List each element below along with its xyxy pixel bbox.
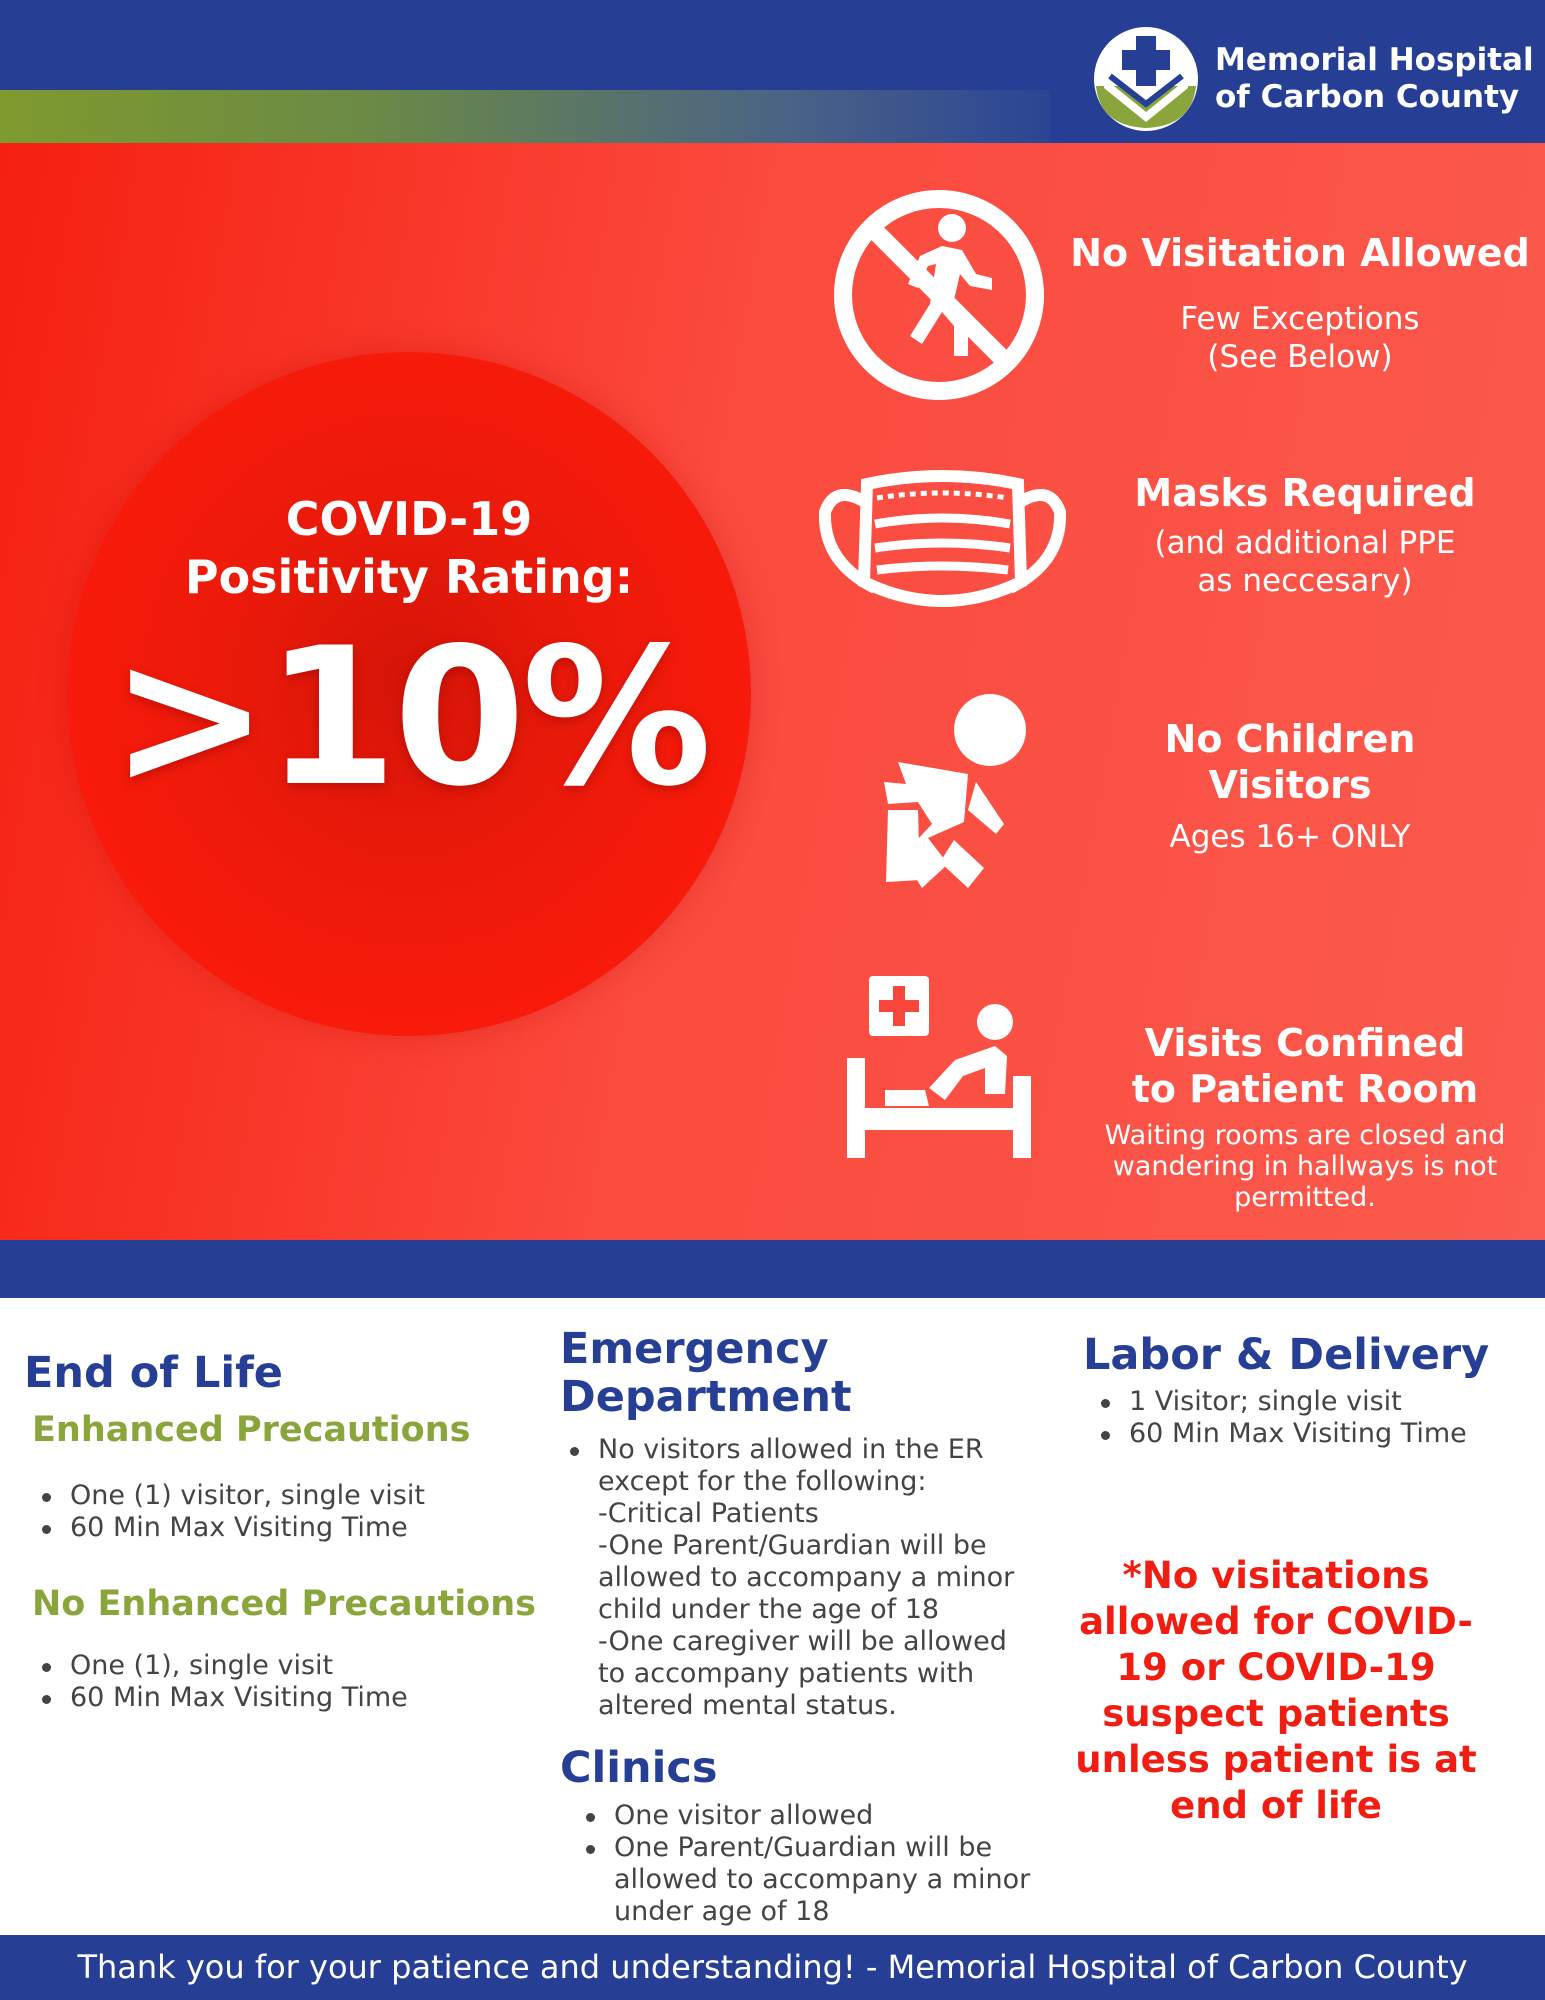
list-item: One Parent/Guardian will be allowed to accompany a minor under age of 18 [578, 1832, 1058, 1928]
labor-delivery-title: Labor & Delivery [1083, 1330, 1490, 1380]
masks-required-title: Masks Required [1134, 471, 1476, 515]
list-item: One (1) visitor, single visit [34, 1480, 514, 1512]
divider-band [0, 1240, 1545, 1298]
clinics-title: Clinics [560, 1743, 718, 1793]
enhanced-precautions-title: Enhanced Precautions [32, 1410, 471, 1450]
no-visitation-title: No Visitation Allowed [1070, 231, 1530, 275]
no-visitation-subtitle: Few Exceptions (See Below) [1180, 301, 1420, 375]
running-child-icon [858, 692, 1033, 902]
list-item: One (1), single visit [34, 1650, 514, 1682]
list-item: 60 Min Max Visiting Time [34, 1512, 514, 1544]
patient-bed-icon [845, 972, 1033, 1160]
masks-required-subtitle: (and additional PPE as neccesary) [1154, 525, 1456, 599]
positivity-rating-title: COVID-19 Positivity Rating: [184, 492, 634, 604]
patient-room-title: Visits Confined to Patient Room [1131, 1021, 1479, 1111]
list-item: 60 Min Max Visiting Time [1093, 1418, 1533, 1450]
enhanced-precautions-list [34, 1480, 514, 1544]
emergency-department-title: Emergency Department [560, 1324, 852, 1422]
covid-notice: *No visitations allowed for COVID- 19 or COVID-19 suspect patients unless patient is at end of life [1075, 1554, 1477, 1827]
list-item: 60 Min Max Visiting Time [34, 1682, 514, 1714]
list-item: No visitors allowed in the ER except for the following: -Critical Patients -One Parent/Guardian will be allowed to accompany a minor child under the age of 18 -One caregiver will be allowed to accompany patients with altered mental status. [562, 1434, 1042, 1722]
hospital-logo-icon [1090, 26, 1202, 132]
no-children-subtitle: Ages 16+ ONLY [1169, 819, 1411, 855]
no-children-title: No Children Visitors [1164, 717, 1416, 807]
hospital-name: Memorial Hospital of Carbon County [1215, 42, 1534, 115]
emergency-department-list [562, 1434, 1042, 1722]
no-enhanced-precautions-title: No Enhanced Precautions [32, 1584, 536, 1624]
no-enhanced-precautions-list [34, 1650, 514, 1714]
labor-delivery-list [1093, 1386, 1533, 1450]
footer-thank-you: Thank you for your patience and understanding! - Memorial Hospital of Carbon County [0, 1935, 1545, 2000]
patient-room-subtitle: Waiting rooms are closed and wandering in hallways is not permitted. [1104, 1120, 1506, 1213]
clinics-list [578, 1800, 1058, 1928]
end-of-life-title: End of Life [24, 1348, 283, 1398]
face-mask-icon [815, 462, 1070, 624]
list-item: One visitor allowed [578, 1800, 1058, 1832]
positivity-rating-value: >10% [110, 607, 708, 828]
header-accent-stripe [0, 90, 1050, 143]
list-item: 1 Visitor; single visit [1093, 1386, 1533, 1418]
no-walking-icon [830, 186, 1048, 404]
